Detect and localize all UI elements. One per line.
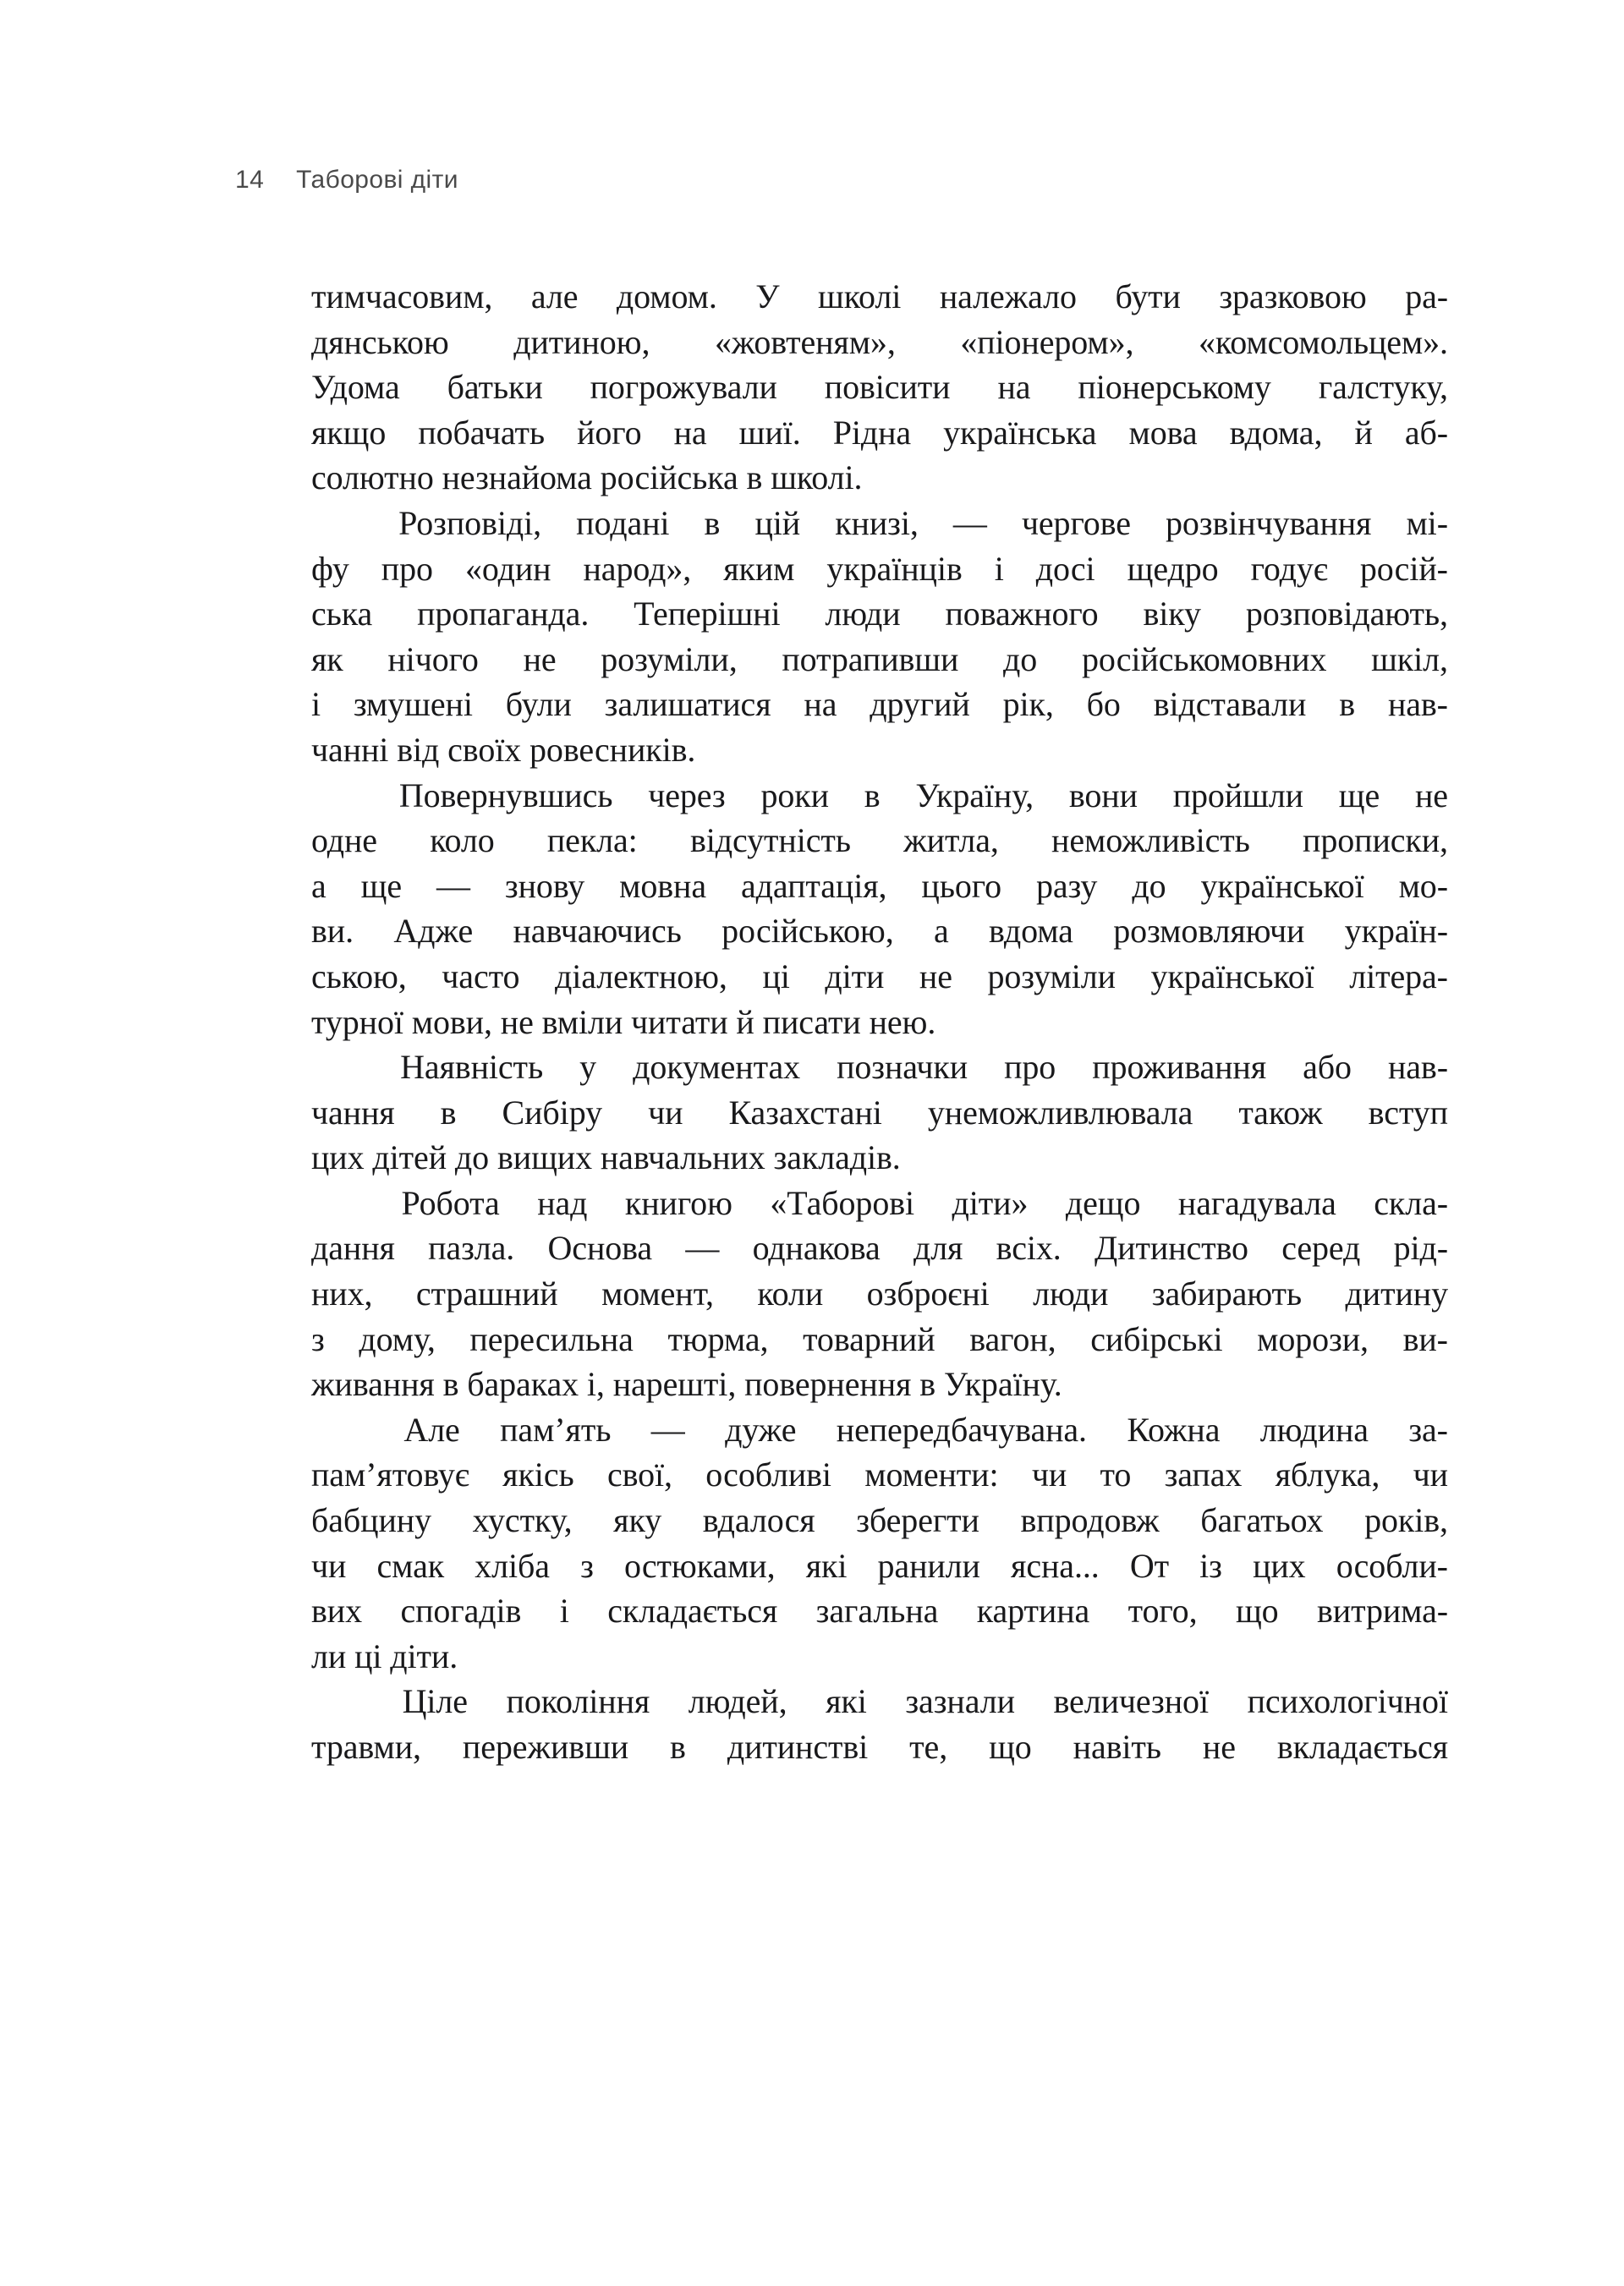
word: тюрма, [667, 1319, 769, 1358]
word: всіх. [996, 1229, 1062, 1268]
paragraph [311, 501, 1448, 773]
word: не [1202, 1728, 1236, 1766]
word: Повернувшись [398, 776, 613, 814]
word: годує [1250, 549, 1328, 588]
word: народ», [583, 549, 692, 588]
word: люди [1033, 1275, 1109, 1313]
word: пройшли [1172, 776, 1303, 814]
word: дому, [359, 1319, 436, 1358]
word: непередбачувана. [836, 1410, 1087, 1449]
text-line [311, 1181, 1448, 1226]
word: мі- [1406, 503, 1448, 542]
word: переживши [462, 1728, 629, 1766]
word: російськомовних [1081, 639, 1327, 678]
word: розуміли [987, 957, 1116, 995]
text-line [311, 1090, 1448, 1136]
word: Дитинство [1094, 1229, 1248, 1268]
word: як [311, 639, 343, 678]
word: також [1238, 1093, 1323, 1132]
word: товарний [803, 1319, 935, 1358]
word: в [704, 503, 721, 542]
word: розуміли, [601, 639, 738, 678]
word: витрима- [1317, 1592, 1448, 1631]
word: хустку, [472, 1501, 573, 1540]
word: скла- [1374, 1183, 1448, 1222]
word: ще [1338, 776, 1380, 814]
word: сибірські [1090, 1319, 1223, 1358]
word: в [440, 1093, 457, 1132]
first-line-indent [311, 1407, 364, 1453]
word: унеможливлювала [927, 1093, 1193, 1132]
word: Ціле [402, 1682, 468, 1721]
word: а [934, 912, 949, 951]
word: української [1200, 866, 1364, 905]
word: вих [311, 1592, 362, 1631]
word: те, [909, 1728, 948, 1766]
word: українців [826, 549, 963, 588]
word: чи [1031, 1455, 1067, 1494]
text-line [311, 410, 1448, 456]
word: зберегти [856, 1501, 979, 1540]
word: нав- [1387, 1048, 1448, 1087]
word: вони [1068, 776, 1138, 814]
body-text-block [311, 274, 1448, 1770]
word: домом. [616, 277, 717, 315]
word: про [381, 549, 433, 588]
word: україн- [1344, 912, 1448, 951]
word: пам’ятовує [311, 1455, 469, 1494]
word: цього [921, 866, 1001, 905]
word: ясна... [1011, 1546, 1100, 1585]
word: які [805, 1546, 848, 1585]
text-line [311, 863, 1448, 909]
text-line [311, 1724, 1448, 1770]
first-line-indent [311, 1044, 364, 1090]
word: зазнали [905, 1682, 1015, 1721]
word: фу [311, 549, 349, 588]
text-line [311, 1271, 1448, 1317]
word: Робота [401, 1183, 500, 1222]
word: пересильна [469, 1319, 634, 1358]
word: були [505, 685, 572, 724]
first-line-indent [311, 1181, 364, 1226]
word: до [1003, 639, 1038, 678]
text-line [311, 1317, 1448, 1362]
word: літера- [1349, 957, 1448, 995]
text-line [311, 818, 1448, 863]
text-line [311, 501, 1448, 546]
word: а [311, 866, 326, 905]
word: для [913, 1229, 963, 1268]
word: подані [576, 503, 670, 542]
word: про [1004, 1048, 1056, 1087]
paragraph [311, 274, 1448, 501]
word: — [952, 503, 987, 542]
word: до [1132, 866, 1166, 905]
word: галстуку, [1318, 368, 1448, 407]
word: в [864, 776, 881, 814]
word: щедро [1127, 549, 1219, 588]
word: того, [1127, 1592, 1198, 1631]
word: потрапивши [782, 639, 959, 678]
word: аб- [1404, 413, 1448, 452]
word: на [997, 368, 1031, 407]
word: розповідають, [1245, 595, 1448, 633]
word: знову [504, 866, 585, 905]
word: яблука, [1275, 1455, 1380, 1494]
word: пропаганда. [417, 595, 590, 633]
word: книгою [624, 1183, 732, 1222]
running-head-title: Таборові діти [296, 166, 458, 194]
word: погрожували [590, 368, 777, 407]
word: ранили [877, 1546, 980, 1585]
word: запах [1164, 1455, 1243, 1494]
word: повісити [824, 368, 951, 407]
word: яку [613, 1501, 662, 1540]
word: Кожна [1127, 1410, 1221, 1449]
word: забирають [1151, 1275, 1303, 1313]
word: вагон, [969, 1319, 1056, 1358]
word: діти» [952, 1183, 1029, 1222]
word: але [530, 277, 579, 315]
word: чи [648, 1093, 683, 1132]
word: озброєні [866, 1275, 990, 1313]
word: цих [1253, 1546, 1306, 1585]
word: або [1303, 1048, 1352, 1087]
word: нічого [387, 639, 479, 678]
word: цій [754, 503, 801, 542]
word: разу [1035, 866, 1098, 905]
word: навчаючись [513, 912, 682, 951]
word: у [579, 1048, 597, 1087]
word: навіть [1073, 1728, 1161, 1766]
word: відсутність [689, 821, 851, 860]
word: «жовтеням», [714, 322, 896, 361]
word: бо [1086, 685, 1121, 724]
word: бабцину [311, 1501, 431, 1540]
word: «піонером», [960, 322, 1134, 361]
text-line [311, 365, 1448, 410]
word: Сибіру [502, 1093, 602, 1132]
text-line [311, 682, 1448, 727]
word: ще [360, 866, 403, 905]
word: психологічної [1247, 1682, 1448, 1721]
text-line [311, 908, 1448, 954]
word: «один [464, 549, 551, 588]
text-line: живання в бараках і, нарешті, повернення в Україну. [311, 1365, 1062, 1404]
word: належало [939, 277, 1077, 315]
word: бути [1115, 277, 1181, 315]
word: піонерському [1078, 368, 1271, 407]
word: побачать [418, 413, 545, 452]
word: й [1354, 413, 1373, 452]
word: відставали [1153, 685, 1307, 724]
word: що [1235, 1592, 1279, 1631]
word: чи [1413, 1455, 1448, 1494]
page-number: 14 [235, 166, 265, 194]
word: нав- [1387, 685, 1448, 724]
word: шкіл, [1371, 639, 1448, 678]
paragraph [311, 1407, 1448, 1680]
word: дання [311, 1229, 395, 1268]
word: росій- [1359, 549, 1448, 588]
word: страшний [415, 1275, 558, 1313]
word: що [989, 1728, 1032, 1766]
word: роки [760, 776, 829, 814]
paragraph [311, 1679, 1448, 1769]
word: чання [311, 1093, 395, 1132]
word: з [311, 1319, 325, 1358]
word: житла, [903, 821, 999, 860]
word: однакова [752, 1229, 881, 1268]
text-line: чанні від своїх ровесників. [311, 730, 696, 769]
word: Удома [311, 368, 400, 407]
word: і [559, 1592, 569, 1631]
text-line [311, 1498, 1448, 1543]
text-line [311, 637, 1448, 683]
word: рік, [1002, 685, 1054, 724]
word: ви. [311, 912, 354, 951]
word: «Таборові [770, 1183, 915, 1222]
word: вдома [989, 912, 1073, 951]
word: покоління [506, 1682, 650, 1721]
word: Наявність [400, 1048, 544, 1087]
word: них, [311, 1275, 373, 1313]
word: української [1150, 957, 1314, 995]
word: прописки, [1303, 821, 1448, 860]
word: розвінчування [1166, 503, 1372, 542]
text-line [311, 1679, 1448, 1724]
word: величезної [1053, 1682, 1209, 1721]
text-line [311, 1407, 1448, 1453]
running-head [235, 166, 458, 195]
word: пекла: [546, 821, 638, 860]
word: то [1100, 1455, 1132, 1494]
word: коли [757, 1275, 824, 1313]
word: з [580, 1546, 594, 1585]
word: його [577, 413, 642, 452]
word: вкладається [1276, 1728, 1448, 1766]
text-line [311, 954, 1448, 1000]
word: розмовляючи [1113, 912, 1305, 951]
word: ська [311, 595, 373, 633]
word: — [436, 866, 470, 905]
first-line-indent [311, 501, 364, 546]
word: чи [311, 1546, 347, 1585]
word: адаптація, [741, 866, 887, 905]
word: Рідна [832, 413, 912, 452]
word: книзі, [835, 503, 919, 542]
word: складається [607, 1592, 778, 1631]
word: «комсомольцем». [1199, 322, 1448, 361]
word: вступ [1368, 1093, 1448, 1132]
word: часто [442, 957, 520, 995]
word: рід- [1393, 1229, 1448, 1268]
word: спогадів [400, 1592, 522, 1631]
word: Казахстані [728, 1093, 882, 1132]
word: вдалося [702, 1501, 815, 1540]
word: дитинстві [727, 1728, 869, 1766]
word: батьки [447, 368, 543, 407]
word: коло [430, 821, 495, 860]
word: не [1414, 776, 1448, 814]
text-line [311, 1225, 1448, 1271]
word: Розповіді, [398, 503, 542, 542]
word: документах [633, 1048, 801, 1087]
word: У [755, 277, 780, 315]
word: мовна [619, 866, 707, 905]
word: не [919, 957, 952, 995]
first-line-indent [311, 773, 364, 819]
word: пам’ять [500, 1410, 612, 1449]
text-line [311, 1543, 1448, 1589]
word: картина [976, 1592, 1090, 1631]
word: мо- [1398, 866, 1448, 905]
text-line: ли ці діти. [311, 1636, 458, 1675]
word: років, [1364, 1501, 1448, 1540]
word: Основа [547, 1229, 653, 1268]
word: за- [1408, 1410, 1448, 1449]
text-line [311, 274, 1448, 320]
word: яким [723, 549, 795, 588]
word: діалектною, [554, 957, 727, 995]
word: Україну, [915, 776, 1034, 814]
word: момент, [601, 1275, 714, 1313]
word: ці [762, 957, 790, 995]
word: не [523, 639, 557, 678]
word: якщо [311, 413, 387, 452]
word: травми, [311, 1728, 421, 1766]
word: ською, [311, 957, 407, 995]
word: російською, [721, 912, 894, 951]
paragraph [311, 1044, 1448, 1181]
first-line-indent [311, 1679, 364, 1724]
word: змушені [353, 685, 473, 724]
word: Але [403, 1410, 460, 1449]
text-line [311, 773, 1448, 819]
word: школі [818, 277, 902, 315]
word: багатьох [1200, 1501, 1324, 1540]
word: і [994, 549, 1004, 588]
word: загальна [815, 1592, 939, 1631]
word: через [648, 776, 726, 814]
word: людина [1259, 1410, 1369, 1449]
word: людей, [688, 1682, 787, 1721]
word: нагадувала [1177, 1183, 1336, 1222]
word: віку [1143, 595, 1201, 633]
word: досі [1035, 549, 1095, 588]
word: на [673, 413, 707, 452]
word: особливі [705, 1455, 831, 1494]
text-line: цих дітей до вищих навчальних закладів. [311, 1138, 901, 1177]
word: От [1129, 1546, 1169, 1585]
word: мова [1128, 413, 1198, 452]
text-line [311, 1588, 1448, 1634]
word: які [826, 1682, 867, 1721]
text-line [311, 1044, 1448, 1090]
text-line [311, 320, 1448, 365]
word: тимчасовим, [311, 277, 493, 315]
text-line [311, 591, 1448, 637]
word: неможливість [1051, 821, 1250, 860]
word: в [1339, 685, 1356, 724]
word: ра- [1405, 277, 1448, 315]
word: дитиною, [513, 322, 650, 361]
word: поважного [945, 595, 1099, 633]
word: дуже [725, 1410, 797, 1449]
text-line [311, 546, 1448, 592]
word: — [685, 1229, 720, 1268]
word: дитину [1345, 1275, 1448, 1313]
word: дянською [311, 322, 449, 361]
word: другий [870, 685, 970, 724]
paragraph [311, 1181, 1448, 1407]
word: діти [825, 957, 885, 995]
text-line [311, 1452, 1448, 1498]
word: особли- [1336, 1546, 1448, 1585]
word: в [670, 1728, 686, 1766]
word: моменти: [864, 1455, 999, 1494]
word: ви- [1402, 1319, 1448, 1358]
word: люди [825, 595, 901, 633]
word: свої, [606, 1455, 672, 1494]
word: українська [943, 413, 1097, 452]
word: одне [311, 821, 377, 860]
word: хліба [475, 1546, 550, 1585]
word: чергове [1021, 503, 1131, 542]
text-line: солютно незнайома російська в школі. [311, 458, 863, 497]
word: вдома, [1229, 413, 1323, 452]
word: остюками, [624, 1546, 776, 1585]
word: морози, [1257, 1319, 1369, 1358]
word: шиї. [738, 413, 801, 452]
word: пазла. [428, 1229, 515, 1268]
word: якісь [502, 1455, 574, 1494]
word: — [650, 1410, 685, 1449]
word: позначки [837, 1048, 968, 1087]
word: серед [1281, 1229, 1361, 1268]
word: і [311, 685, 321, 724]
word: зразковою [1219, 277, 1367, 315]
word: проживання [1092, 1048, 1267, 1087]
word: на [804, 685, 837, 724]
word: Адже [393, 912, 474, 951]
word: Теперішні [634, 595, 781, 633]
word: дещо [1065, 1183, 1141, 1222]
paragraph [311, 773, 1448, 1045]
text-line: турної мови, не вміли читати й писати нею. [311, 1002, 936, 1041]
word: впродовж [1020, 1501, 1160, 1540]
word: із [1199, 1546, 1222, 1585]
word: залишатися [604, 685, 771, 724]
word: смак [376, 1546, 445, 1585]
word: над [537, 1183, 588, 1222]
